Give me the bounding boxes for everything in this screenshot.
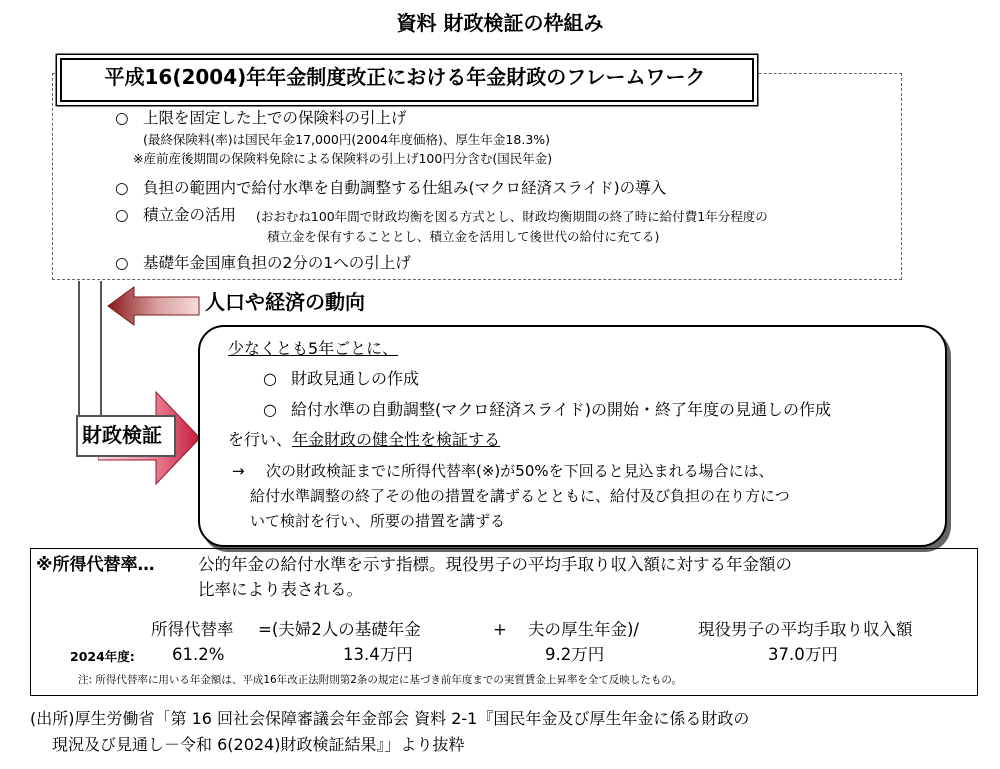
framework-item-premium-note: ※産前産後期間の保険料免除による保険料の引上げ100円分含む(国民年金) xyxy=(133,151,553,166)
definition-description: 公的年金の給付水準を示す指標。現役男子の平均手取り収入額に対する年金額の xyxy=(198,555,792,574)
verification-item-adjustment: 給付水準の自動調整(マクロ経済スライド)の開始・終了年度の見通しの作成 xyxy=(291,400,832,419)
framework-frame xyxy=(52,73,902,280)
bullet-icon: ○ xyxy=(263,369,277,388)
verification-note-line: 次の財政検証までに所得代替率(※)が50%を下回ると見込まれる場合には、 xyxy=(266,462,774,480)
definition-description: 比率により表される。 xyxy=(198,580,363,599)
formula-plus: + xyxy=(493,620,507,639)
verification-conclusion-prefix: を行い、 xyxy=(228,430,293,449)
framework-item-macro-slide: 負担の範囲内で給付水準を自動調整する仕組み(マクロ経済スライド)の導入 xyxy=(143,179,667,197)
basic-pension-value: 13.4万円 xyxy=(343,645,413,664)
definition-footnote: 注: 所得代替率に用いる年金額は、平成16年改正法附則第2条の規定に基づき前年度までの実質賃金上昇率を全て反映したもの。 xyxy=(78,674,682,686)
left-arrow-icon xyxy=(106,285,201,327)
arrow-right-icon: → xyxy=(232,462,245,480)
framework-title: 平成16(2004)年年金制度改正における年金財政のフレームワーク xyxy=(104,65,706,89)
framework-item-reserve-detail: (おおむね100年間で財政均衡を図る方式とし、財政均衡期間の終了時に給付費1年分程度の xyxy=(256,209,768,224)
source-note: (出所)厚生労働省「第 16 回社会保障審議会年金部会 資料 2-1『国民年金及び厚生年金に係る財政の xyxy=(30,709,750,728)
verification-conclusion-underlined: 年金財政の健全性を検証する xyxy=(292,430,501,449)
document-title: 資料 財政検証の枠組み xyxy=(396,11,604,35)
verification-note-line: いて検討を行い、所要の措置を講ずる xyxy=(250,512,506,530)
framework-item-subsidy: 基礎年金国庫負担の2分の1への引上げ xyxy=(143,254,411,272)
definition-term: ※所得代替率… xyxy=(36,555,155,575)
formula-lhs: 所得代替率 xyxy=(151,620,234,639)
framework-item-reserve: 積立金の活用 xyxy=(143,206,237,224)
year-label: 2024年度: xyxy=(70,649,135,664)
bullet-icon: ○ xyxy=(115,254,129,272)
source-note: 現況及び見通し－令和 6(2024)財政検証結果』」より抜粋 xyxy=(52,735,465,754)
formula-numerator: =(夫婦2人の基礎年金 xyxy=(258,620,421,639)
verification-note-line: 給付水準調整の終了その他の措置を講ずるとともに、給付及び負担の在り方につ xyxy=(250,487,790,505)
verification-intro: 少なくとも5年ごとに、 xyxy=(228,339,399,358)
verification-item-outlook: 財政見通しの作成 xyxy=(291,369,420,388)
bullet-icon: ○ xyxy=(115,206,129,224)
verification-conclusion xyxy=(228,431,500,449)
framework-item-premium: 上限を固定した上での保険料の引上げ xyxy=(143,109,407,127)
replacement-rate-value: 61.2% xyxy=(172,645,225,664)
trends-label: 人口や経済の動向 xyxy=(205,290,365,314)
employee-pension-value: 9.2万円 xyxy=(545,645,605,664)
verification-label: 財政検証 xyxy=(82,423,162,447)
formula-term2: 夫の厚生年金)/ xyxy=(528,620,639,639)
average-income-value: 37.0万円 xyxy=(768,645,838,664)
bullet-icon: ○ xyxy=(115,109,129,127)
formula-denominator: 現役男子の平均手取り収入額 xyxy=(698,620,913,639)
bullet-icon: ○ xyxy=(115,179,129,197)
framework-item-premium-note: (最終保険料(率)は国民年金17,000円(2004年度価格)、厚生年金18.3%) xyxy=(143,132,551,147)
bullet-icon: ○ xyxy=(263,400,277,419)
framework-item-reserve-detail: 積立金を保有することとし、積立金を活用して後世代の給付に充てる) xyxy=(267,229,660,244)
